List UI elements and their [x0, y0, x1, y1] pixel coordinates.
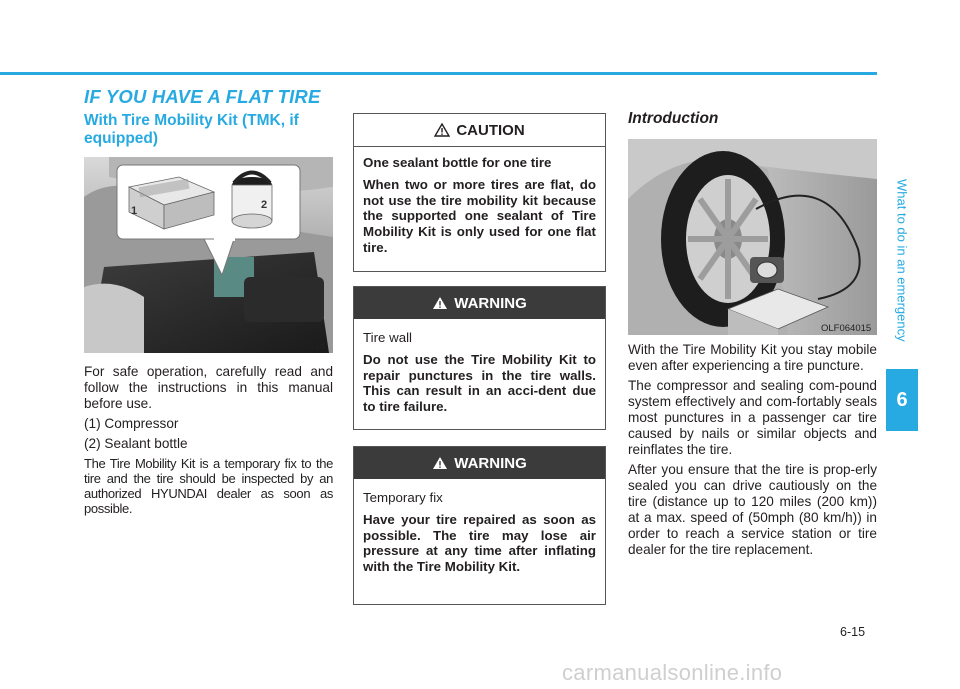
paragraph: The Tire Mobility Kit is a temporary fix to the tire and the tire should be inspected by an authorized HYUNDAI dealer as soon as possible. [84, 456, 333, 516]
chapter-tab: 6 [886, 369, 918, 431]
image-caption: OLF064015 [821, 323, 872, 334]
notice-text: Have your tire repaired as soon as possible. The tire may lose air pressure at any time after inflating with the Tire Mobility Kit. [363, 511, 596, 575]
tire-inflation-photo [628, 139, 877, 335]
subsection-title: With Tire Mobility Kit (TMK, if equipped) [84, 112, 299, 147]
header-rule [0, 72, 877, 75]
warning-triangle-icon [432, 296, 448, 310]
trunk-kit-photo [84, 157, 333, 353]
warning-triangle-icon [434, 123, 450, 137]
introduction-heading: Introduction [628, 110, 719, 127]
caution-box [353, 113, 606, 272]
caution-header [354, 114, 605, 147]
left-body-text [84, 364, 333, 520]
page-number: 6-15 [840, 625, 866, 639]
right-body-text [628, 342, 877, 562]
warning-header [354, 447, 605, 479]
notice-heading: Temporary fix [363, 490, 443, 505]
notice-text: Do not use the Tire Mobility Kit to repair punctures in the tire walls. This can result in an acci-dent due to tire failure. [363, 351, 596, 415]
paragraph: With the Tire Mobility Kit you stay mobile even after experiencing a tire puncture. [628, 342, 877, 373]
warning-triangle-icon [432, 456, 448, 470]
notice-type-label: WARNING [454, 454, 527, 472]
image-caption: OLFH064014 [268, 341, 326, 352]
watermark-text: carmanualsonline.info [562, 660, 783, 685]
side-tab-label: What to do in an emergency [894, 178, 910, 342]
callout-label-1: 1 [131, 205, 138, 217]
notice-type-label: WARNING [454, 294, 527, 312]
warning-box-tire-wall [353, 286, 606, 430]
paragraph: For safe operation, carefully read and follow the instructions in this manual before use. [84, 364, 333, 411]
warning-box-temporary-fix [353, 446, 606, 605]
paragraph: The compressor and sealing com-pound system effectively and com-fortably seals most punctures in a passenger car tire caused by nails or similar objects and reinflates the tire. [628, 378, 877, 457]
notice-heading: Tire wall [363, 330, 413, 345]
callout-label-2: 2 [261, 199, 268, 211]
list-item: (1) Compressor [84, 416, 179, 431]
warning-header [354, 287, 605, 319]
notice-heading: One sealant bottle for one tire [363, 155, 552, 170]
list-item: (2) Sealant bottle [84, 436, 188, 451]
section-title: IF YOU HAVE A FLAT TIRE [84, 86, 321, 107]
notice-text: When two or more tires are flat, do not use the tire mobility kit because the supported one sealant of Tire Mobility Kit is only used for one flat tire. [363, 176, 596, 255]
notice-type-label: CAUTION [456, 121, 525, 139]
paragraph: After you ensure that the tire is prop-erly sealed you can drive cautiously on the tire (distance up to 120 miles (200 km)) at a max. speed of (50mph (80 km/h)) in order to reach a service station or tire dealer for the tire replacement. [628, 462, 877, 557]
